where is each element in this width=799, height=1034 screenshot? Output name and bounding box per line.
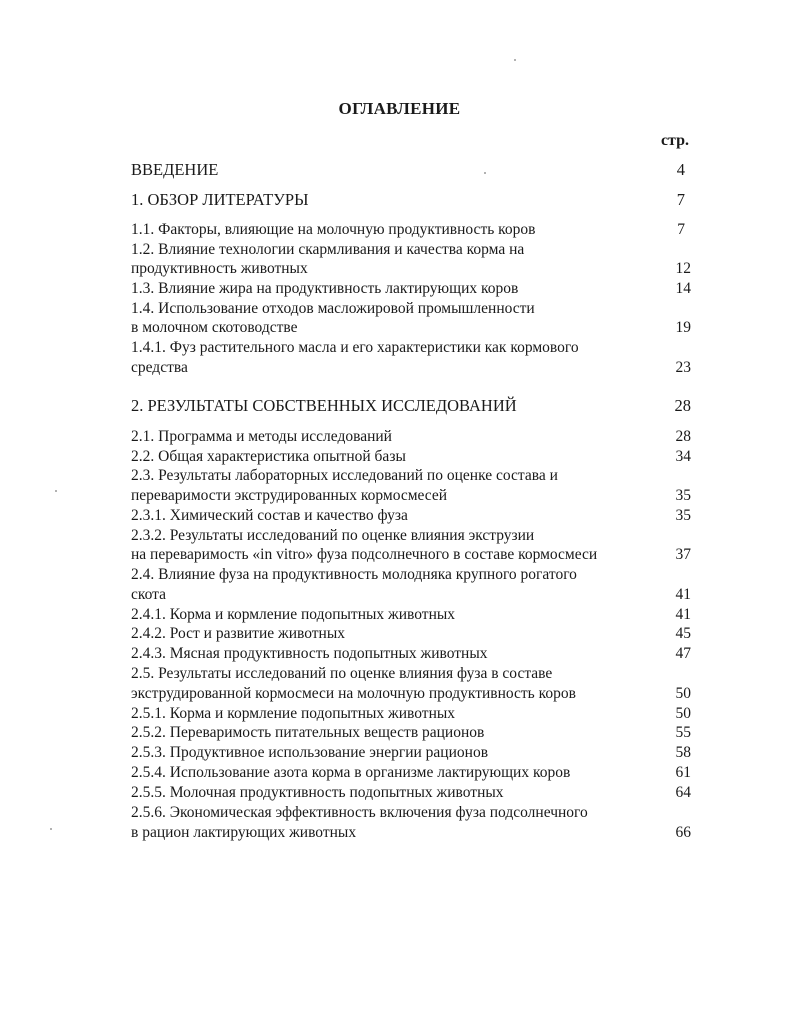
scan-speck <box>50 828 52 830</box>
toc-entry-text: в молочном скотоводстве <box>131 319 298 336</box>
toc-entry-page: 64 <box>675 784 691 801</box>
toc-entry-page: 28 <box>674 396 691 415</box>
toc-entry-text: 1. ОБЗОР ЛИТЕРАТУРЫ <box>131 190 309 209</box>
toc-entry-text: средства <box>131 359 188 376</box>
toc-entry-text: 2. РЕЗУЛЬТАТЫ СОБСТВЕННЫХ ИССЛЕДОВАНИЙ <box>131 396 517 415</box>
toc-entry-text: скота <box>131 586 167 603</box>
scan-speck <box>55 490 57 492</box>
toc-entry-text: ВВЕДЕНИЕ <box>131 160 219 179</box>
toc-entry-page: 61 <box>675 764 691 781</box>
toc-entry-text: 1.1. Факторы, влияющие на молочную продуктивность коров <box>131 221 536 238</box>
toc-entry-page: 7 <box>676 190 685 209</box>
toc-entry-text: 2.5.4. Использование азота корма в организме лактирующих коров <box>131 764 571 781</box>
toc-entry-text: 2.4. Влияние фуза на продуктивность молодняка крупного рогатого <box>131 566 577 583</box>
toc-entry-text: на переваримость «in vitro» фуза подсолнечного в составе кормосмеси <box>131 546 598 563</box>
toc-entry-page: 12 <box>675 260 691 277</box>
toc-entry-page: 34 <box>675 448 691 465</box>
toc-entry-page: 19 <box>675 319 691 336</box>
toc-entry-text: 2.5.5. Молочная продуктивность подопытных животных <box>131 784 504 801</box>
page-column-label: стр. <box>660 132 689 149</box>
toc-entry-page: 50 <box>675 685 691 702</box>
toc-entry-page: 47 <box>675 645 691 662</box>
toc-entry-page: 28 <box>675 428 691 445</box>
toc-entry-text: 2.3.1. Химический состав и качество фуза <box>131 507 408 524</box>
toc-entry-page: 35 <box>675 507 691 524</box>
toc-entry-page: 23 <box>675 359 691 376</box>
toc-entry-page: 45 <box>675 625 691 642</box>
toc-entry-text: 1.4.1. Фуз растительного масла и его характеристики как кормового <box>131 339 579 356</box>
toc-entry-text: 2.5.3. Продуктивное использование энергии рационов <box>131 744 489 761</box>
toc-entry-text: экструдированной кормосмеси на молочную продуктивность коров <box>131 685 576 702</box>
toc-entry-text: 2.5.2. Переваримость питательных веществ рационов <box>131 724 485 741</box>
scan-speck <box>514 59 516 61</box>
toc-entry-text: 1.2. Влияние технологии скармливания и качества корма на <box>131 241 525 258</box>
toc-entry-page: 4 <box>676 160 685 179</box>
toc-entry-page: 41 <box>675 586 691 603</box>
toc-entry-text: 2.4.3. Мясная продуктивность подопытных животных <box>131 645 488 662</box>
toc-entry-text: продуктивность животных <box>131 260 308 277</box>
scan-speck <box>484 172 486 174</box>
toc-entry-text: 2.1. Программа и методы исследований <box>131 428 392 445</box>
toc-entry-text: 2.4.2. Рост и развитие животных <box>131 625 346 642</box>
toc-entry-page: 37 <box>675 546 691 563</box>
toc-entry-text: 1.4. Использование отходов масложировой промышленности <box>131 300 535 317</box>
toc-entry-text: 2.3. Результаты лабораторных исследований по оценке состава и <box>131 467 558 484</box>
toc-entry-text: переваримости экструдированных кормосмесей <box>131 487 448 504</box>
toc-entry-page: 66 <box>675 824 691 841</box>
toc-entry-text: 2.5.6. Экономическая эффективность включения фуза подсолнечного <box>131 804 588 821</box>
toc-entry-page: 14 <box>675 280 691 297</box>
toc-entry-text: 2.3.2. Результаты исследований по оценке влияния экструзии <box>131 527 535 544</box>
toc-title: ОГЛАВЛЕНИЕ <box>338 99 461 118</box>
toc-entry-text: 2.5.1. Корма и кормление подопытных животных <box>131 705 456 722</box>
toc-entry-page: 55 <box>675 724 691 741</box>
toc-entry-page: 41 <box>675 606 691 623</box>
toc-entry-text: 2.5. Результаты исследований по оценке влияния фуза в составе <box>131 665 553 682</box>
toc-entry-page: 35 <box>675 487 691 504</box>
toc-entry-text: 1.3. Влияние жира на продуктивность лактирующих коров <box>131 280 519 297</box>
toc-entry-page: 50 <box>675 705 691 722</box>
toc-entry-text: 2.2. Общая характеристика опытной базы <box>131 448 406 465</box>
toc-entry-text: в рацион лактирующих животных <box>131 824 357 841</box>
toc-entry-page: 58 <box>675 744 691 761</box>
toc-entry-text: 2.4.1. Корма и кормление подопытных животных <box>131 606 456 623</box>
toc-entry-page: 7 <box>677 221 685 238</box>
